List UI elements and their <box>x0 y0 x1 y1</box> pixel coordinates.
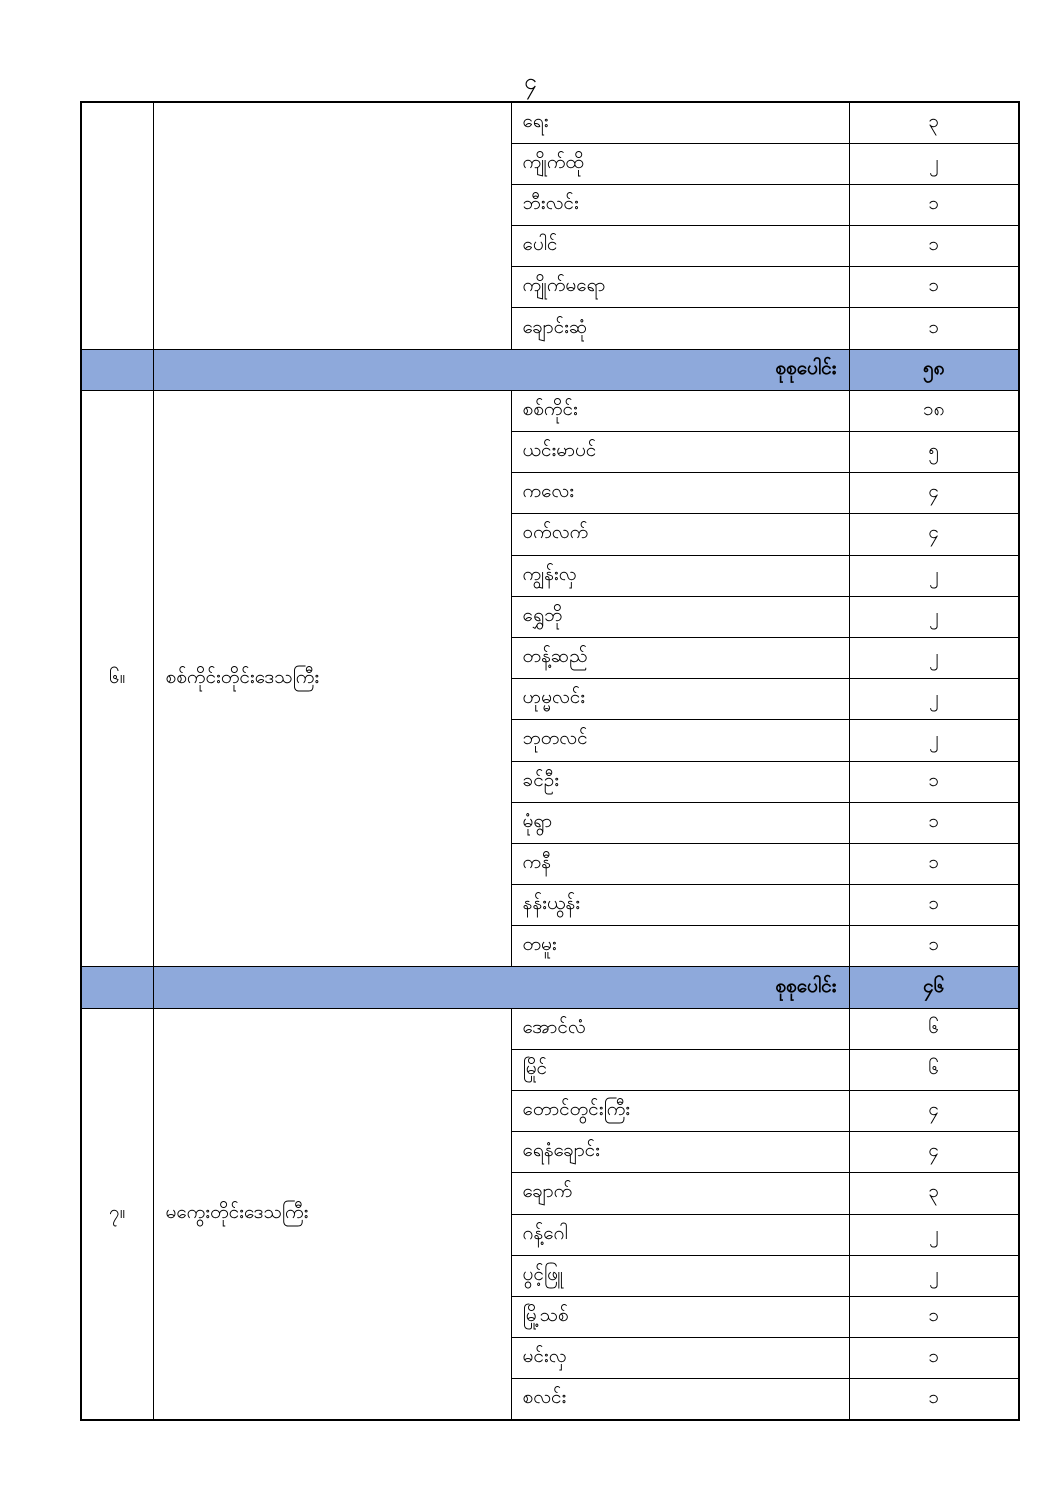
township-count-cell: ၄ <box>849 1091 1019 1132</box>
township-name-cell: ရေနံချောင်း <box>511 1132 849 1173</box>
section-total-row <box>81 349 1019 390</box>
township-count-cell: ၁ <box>849 184 1019 225</box>
township-row <box>81 102 1019 143</box>
section-number-cell: ၆။ <box>81 390 153 967</box>
township-name-cell: တောင်တွင်းကြီး <box>511 1091 849 1132</box>
township-row <box>81 1008 1019 1049</box>
township-count-cell: ၁ <box>849 1379 1019 1420</box>
township-count-cell: ၁ <box>849 267 1019 308</box>
regions-table-body <box>81 102 1019 1420</box>
township-name-cell: ကလေး <box>511 473 849 514</box>
township-name-cell: ကျိုက်မရော <box>511 267 849 308</box>
township-count-cell: ၂ <box>849 637 1019 678</box>
township-name-cell: အောင်လံ <box>511 1008 849 1049</box>
township-count-cell: ၂ <box>849 679 1019 720</box>
section-total-row <box>81 967 1019 1008</box>
township-name-cell: နန်းယွန်း <box>511 885 849 926</box>
total-value-cell: ၄၆ <box>849 967 1019 1008</box>
township-name-cell: မြို့သစ် <box>511 1296 849 1337</box>
township-name-cell: တမူး <box>511 926 849 967</box>
township-count-cell: ၄ <box>849 514 1019 555</box>
township-count-cell: ၁ <box>849 761 1019 802</box>
region-name-cell <box>153 102 511 349</box>
total-value-cell: ၅၈ <box>849 349 1019 390</box>
township-name-cell: ရေး <box>511 102 849 143</box>
township-count-cell: ၂ <box>849 1214 1019 1255</box>
township-count-cell: ၁ <box>849 926 1019 967</box>
township-count-cell: ၆ <box>849 1049 1019 1090</box>
township-name-cell: ပေါင် <box>511 226 849 267</box>
region-name-cell: မကွေးတိုင်းဒေသကြီး <box>153 1008 511 1420</box>
township-count-cell: ၃ <box>849 1173 1019 1214</box>
township-count-cell: ၁ <box>849 885 1019 926</box>
township-name-cell: မုံရွာ <box>511 802 849 843</box>
township-name-cell: ပွင့်ဖြူ <box>511 1255 849 1296</box>
township-count-cell: ၄ <box>849 473 1019 514</box>
total-label-cell: စုစုပေါင်း <box>153 967 849 1008</box>
township-name-cell: ချောက် <box>511 1173 849 1214</box>
township-count-cell: ၅ <box>849 432 1019 473</box>
township-count-cell: ၆ <box>849 1008 1019 1049</box>
township-count-cell: ၁ <box>849 308 1019 349</box>
township-count-cell: ၂ <box>849 720 1019 761</box>
total-row-spacer-cell <box>81 967 153 1008</box>
township-name-cell: ကနီ <box>511 843 849 884</box>
township-name-cell: စစ်ကိုင်း <box>511 390 849 431</box>
township-name-cell: ဟုမ္မလင်း <box>511 679 849 720</box>
township-name-cell: ယင်းမာပင် <box>511 432 849 473</box>
township-count-cell: ၃ <box>849 102 1019 143</box>
township-name-cell: ရွှေဘို <box>511 596 849 637</box>
township-count-cell: ၄ <box>849 1132 1019 1173</box>
township-name-cell: စလင်း <box>511 1379 849 1420</box>
township-count-cell: ၁ <box>849 226 1019 267</box>
township-count-cell: ၂ <box>849 1255 1019 1296</box>
township-row <box>81 390 1019 431</box>
township-name-cell: ဂန့်ဂေါ <box>511 1214 849 1255</box>
township-name-cell: ကျွန်းလှ <box>511 555 849 596</box>
township-name-cell: ချောင်းဆုံ <box>511 308 849 349</box>
township-name-cell: တန့်ဆည် <box>511 637 849 678</box>
township-count-cell: ၁ <box>849 843 1019 884</box>
township-count-cell: ၂ <box>849 143 1019 184</box>
township-name-cell: မင်းလှ <box>511 1338 849 1379</box>
township-count-cell: ၁ <box>849 1338 1019 1379</box>
township-name-cell: ခင်ဦး <box>511 761 849 802</box>
township-name-cell: ကျိုက်ထို <box>511 143 849 184</box>
total-label-cell: စုစုပေါင်း <box>153 349 849 390</box>
township-name-cell: ဝက်လက် <box>511 514 849 555</box>
township-name-cell: မြိုင် <box>511 1049 849 1090</box>
regions-townships-table <box>80 101 1020 1421</box>
section-number-cell: ၇။ <box>81 1008 153 1420</box>
page-number: ၄ <box>524 68 537 94</box>
township-count-cell: ၁၈ <box>849 390 1019 431</box>
township-count-cell: ၂ <box>849 596 1019 637</box>
township-count-cell: ၂ <box>849 555 1019 596</box>
region-name-cell: စစ်ကိုင်းတိုင်းဒေသကြီး <box>153 390 511 967</box>
township-count-cell: ၁ <box>849 802 1019 843</box>
township-name-cell: ဘုတလင် <box>511 720 849 761</box>
township-name-cell: ဘီးလင်း <box>511 184 849 225</box>
township-count-cell: ၁ <box>849 1296 1019 1337</box>
total-row-spacer-cell <box>81 349 153 390</box>
section-number-cell <box>81 102 153 349</box>
